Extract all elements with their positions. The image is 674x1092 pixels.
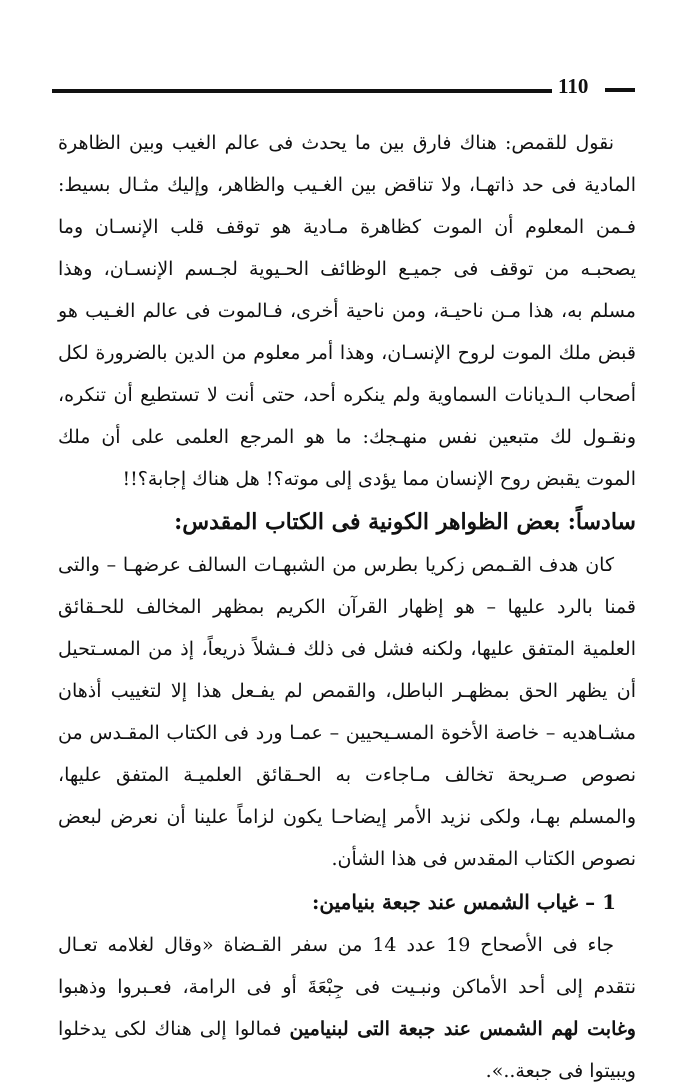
header-rule — [52, 89, 552, 93]
paragraph-3-end: فمالوا إلى هناك لكى يدخلوا ويبيتوا فى جبعة..». — [58, 1018, 636, 1082]
page-header — [52, 68, 637, 108]
paragraph-3 — [58, 924, 636, 1092]
page-number: 110 — [558, 74, 589, 98]
section-heading: سادساً: بعض الظواهر الكونية فى الكتاب المقدس: — [174, 509, 636, 535]
paragraph-3-emphasis: وغابت لهم الشمس عند جبعة التى لبنيامين — [289, 1018, 636, 1040]
page-number-dash — [605, 88, 635, 92]
subsection-heading: 1 – غياب الشمس عند جبعة بنيامين: — [312, 890, 616, 914]
paragraph-2: كان هدف القـمص زكريا بطرس من الشبهـات السالف عرضهـا – والتى قمنا بالرد عليها – هو إظهار القرآن الكريم بمظهر المخالف للحـقائق العلمية المتفق عليها، ولكنه فشل فى ذلك فـشلاً ذريعاً، إذ من المسـتحيل أن يظهر الحق بمظهـر الباطل، والقمص لم يفـعل هذا إلا لتغييب أذهان مشـاهديه – خاصة الأخوة المسـيحيين – عمـا ورد فى الكتاب المقـدس من نصوص صـريحة تخالف مـاجاءت به الحـقائق العلميـة المتفق عليها، والمسلم بهـا، ولكى نزيد الأمر إيضاحـا يكون لزاماً علينا أن نعرض لبعض نصوص الكتاب المقدس فى هذا الشأن. — [58, 554, 636, 870]
page-body — [58, 122, 636, 1092]
paragraph-3-start: جاء فى الأصحاح 19 عدد 14 من سفر القـضاة «وقال لغلامه تعـال نتقدم إلى أحد الأماكن ونبـيت فى جِبْعَةَ أو فى الرامة، فعـبروا وذهبوا — [58, 934, 636, 998]
paragraph-1: نقول للقمص: هناك فارق بين ما يحدث فى عالم الغيب وبين الظاهرة المادية فى حد ذاتهـا، ولا تناقض بين الغـيب والظاهر، وإليك مثـال بسيط: فـمن المعلوم أن الموت كظاهرة مـادية هو توقف قلب الإنسـان وما يصحبـه من توقف فى جميـع الوظائف الحـيوية لجـسم الإنسـان، وهذا مسلم به، هذا مـن ناحيـة، ومن ناحية أخرى، فـالموت فى عالم الغـيب هو قبض ملك الموت لروح الإنسـان، وهذا أمر معلوم من الدين بالضرورة لكل أصحاب الـديانات السماوية ولم ينكره أحد، حتى أنت لا تستطيع أن تنكره، ونقـول لك متبعين نفس منهـجك: ما هو المرجع العلمى على أن ملك الموت يقبض روح الإنسان مما يؤدى إلى موته؟! هل هناك إجابة؟!! — [58, 132, 636, 490]
